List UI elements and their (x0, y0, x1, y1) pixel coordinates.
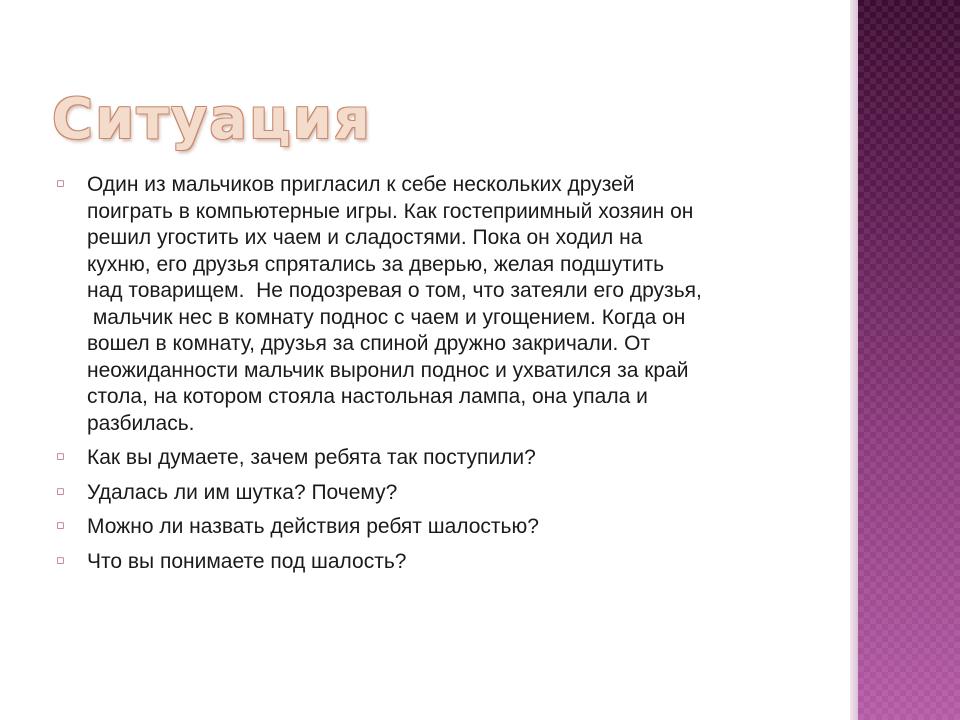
bullet-text-line: Один из мальчиков пригласил к себе нескольких друзей (87, 173, 635, 196)
bullet-marker-icon: ▫ (56, 449, 65, 464)
slide-title: Ситуация (52, 87, 372, 152)
bullet-marker-icon: ▫ (56, 552, 65, 568)
bullet-text-line: Что вы понимаете под шалость? (87, 549, 407, 573)
bullet-item (56, 480, 816, 507)
bullet-marker-icon: ▫ (56, 176, 65, 191)
bullet-list (56, 172, 816, 583)
bullet-text-line: вошел в комнату, друзья за спиной дружно закричали. От (87, 332, 651, 355)
side-band-pattern (858, 0, 960, 720)
bullet-text-line: решил угостить их чаем и сладостями. Пока он ходил на (87, 226, 643, 249)
bullet-item (56, 445, 816, 472)
bullet-text-line: Можно ли назвать действия ребят шалостью? (87, 515, 539, 538)
bullet-text-line: разбилась. (87, 411, 195, 435)
bullet-item (56, 172, 816, 437)
bullet-text-line: поиграть в компьютерные игры. Как гостеприимный хозяин он (87, 199, 694, 223)
bullet-marker-icon: ▫ (56, 518, 65, 533)
side-band-decoration (858, 0, 960, 720)
bullet-text-line: мальчик нес в комнату поднос с чаем и угощением. Когда он (87, 305, 686, 329)
bullet-text-line: стола, на котором стояла настольная лампа, она упала и (87, 385, 648, 408)
bullet-text-line: над товарищем. Не подозревая о том, что затеяли его друзья, (87, 279, 702, 302)
side-band-edge (850, 0, 858, 720)
bullet-marker-icon: ▫ (56, 483, 65, 499)
bullet-item (56, 549, 816, 576)
bullet-text-line: Удалась ли им шутка? Почему? (87, 480, 398, 504)
bullet-text-line: кухню, его друзья спрятались за дверью, желая подшутить (87, 252, 665, 276)
bullet-item (56, 514, 816, 541)
bullet-text-line: Как вы думаете, зачем ребята так поступили? (87, 446, 536, 469)
bullet-text-line: неожиданности мальчик выронил поднос и ухватился за край (87, 358, 689, 382)
